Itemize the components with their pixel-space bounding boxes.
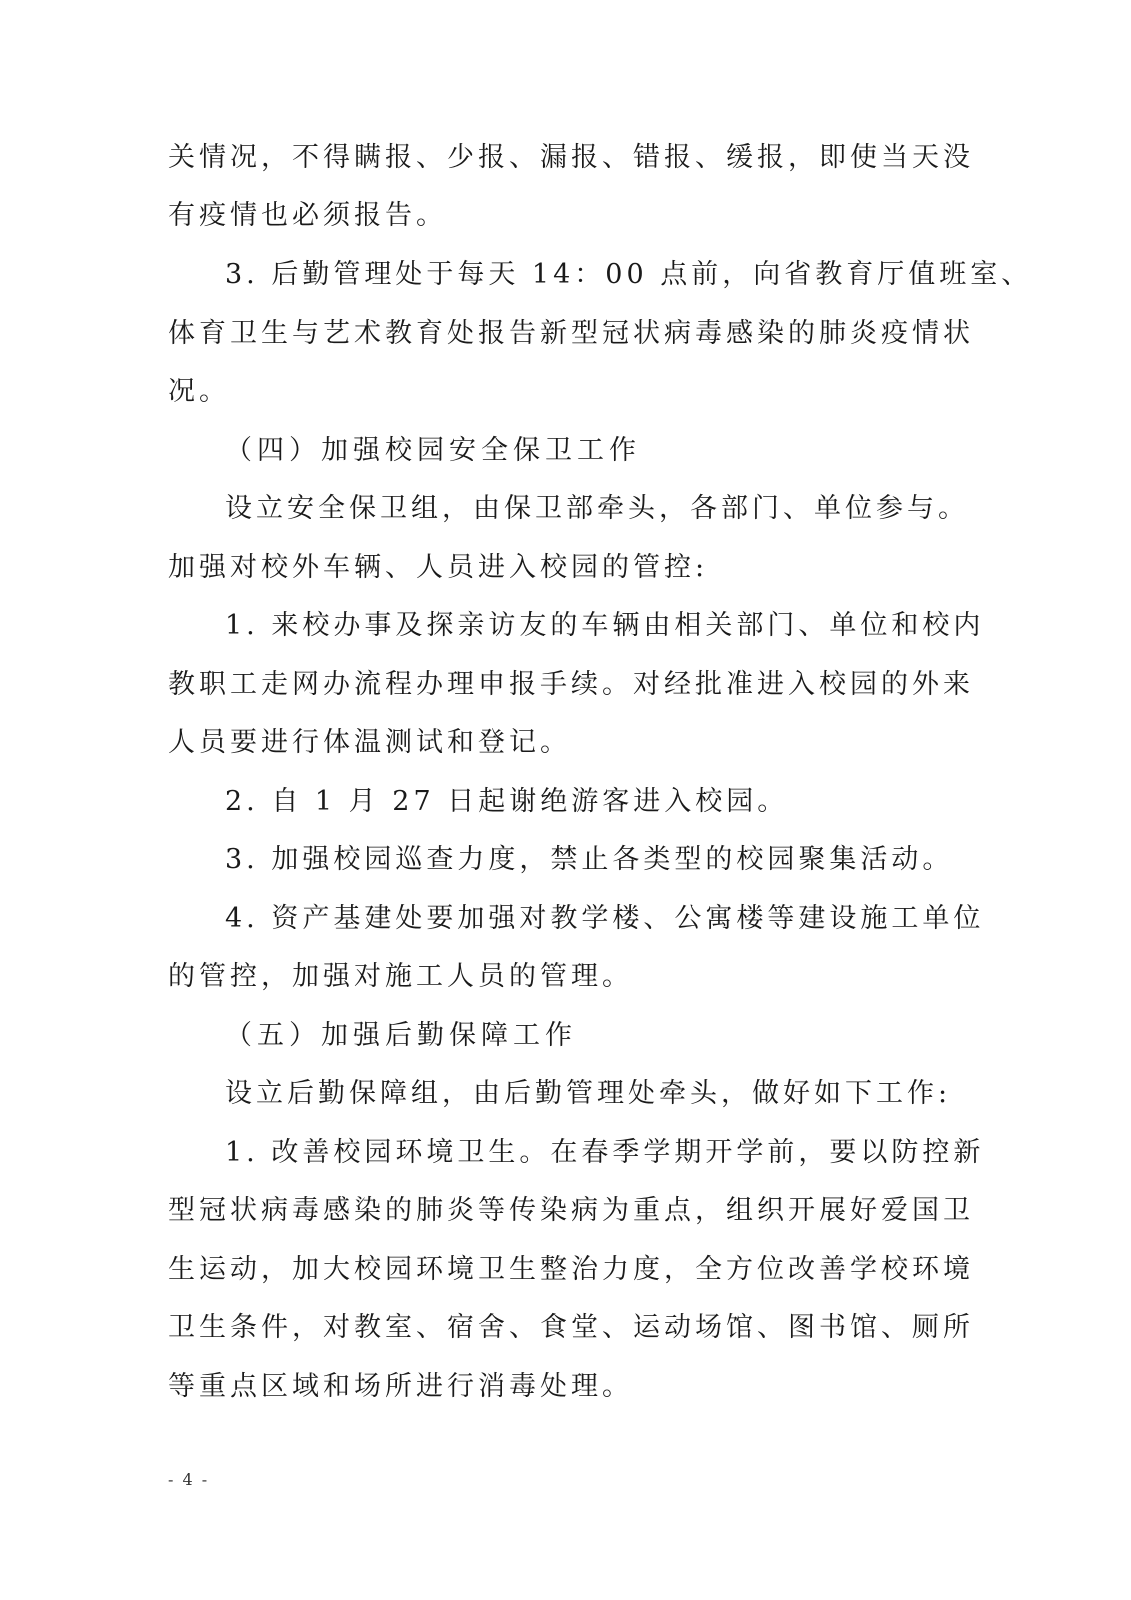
text-line: 型冠状病毒感染的肺炎等传染病为重点，组织开展好爱国卫 (168, 1195, 974, 1226)
text-line: 卫生条件，对教室、宿舍、食堂、运动场馆、图书馆、厕所 (168, 1312, 974, 1343)
text-line: 关情况，不得瞒报、少报、漏报、错报、缓报，即使当天没 (168, 142, 974, 173)
text-line: 教职工走网办流程办理申报手续。对经批准进入校园的外来 (168, 669, 974, 700)
text-line: 3. 后勤管理处于每天 14：00 点前，向省教育厅值班室、 (225, 259, 1033, 290)
text-line: 等重点区域和场所进行消毒处理。 (168, 1371, 633, 1402)
text-line: 1. 改善校园环境卫生。在春季学期开学前，要以防控新 (225, 1137, 985, 1168)
text-line: 4. 资产基建处要加强对教学楼、公寓楼等建设施工单位 (225, 903, 985, 934)
section-heading: （五）加强后勤保障工作 (225, 1020, 577, 1051)
section-heading: （四）加强校园安全保卫工作 (225, 435, 641, 466)
text-line: 况。 (168, 376, 230, 407)
text-line: 2. 自 1 月 27 日起谢绝游客进入校园。 (225, 786, 789, 817)
text-line: 的管控，加强对施工人员的管理。 (168, 961, 633, 992)
text-line: 加强对校外车辆、人员进入校园的管控: (168, 552, 709, 583)
text-line: 3. 加强校园巡查力度，禁止各类型的校园聚集活动。 (225, 844, 954, 875)
text-line: 生运动，加大校园环境卫生整治力度，全方位改善学校环境 (168, 1254, 974, 1285)
text-line: 体育卫生与艺术教育处报告新型冠状病毒感染的肺炎疫情状 (168, 318, 974, 349)
text-line: 人员要进行体温测试和登记。 (168, 727, 571, 758)
page-number: - 4 - (168, 1470, 210, 1489)
text-line: 设立安全保卫组，由保卫部牵头，各部门、单位参与。 (225, 493, 969, 524)
text-line: 有疫情也必须报告。 (168, 200, 447, 231)
text-line: 设立后勤保障组，由后勤管理处牵头，做好如下工作: (225, 1078, 952, 1109)
text-line: 1. 来校办事及探亲访友的车辆由相关部门、单位和校内 (225, 610, 985, 641)
